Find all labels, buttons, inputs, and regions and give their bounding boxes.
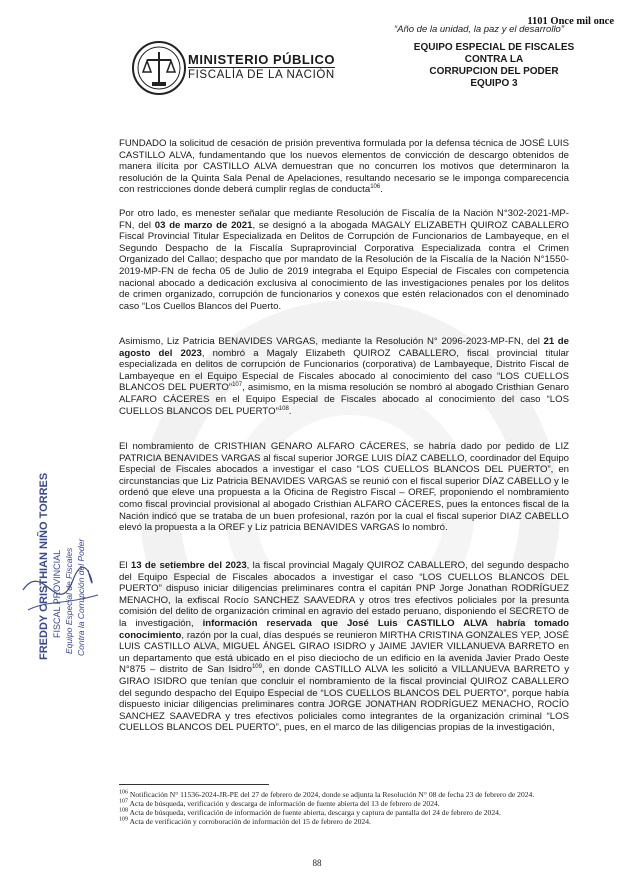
year-motto: “Año de la unidad, la paz y el desarrollo” <box>393 24 564 35</box>
team-line-2: CORRUPCION DEL PODER <box>429 66 559 77</box>
p3-text-b: , nombró a Magaly Elizabeth QUIROZ CABALLERO, fiscal provincial titular especializada en delitos de corrupción de Funcionarios (corporativa) de Lambayeque, Distrito Fiscal de Lambayeque en el Equipo Especial de Fiscales abocado al conocimiento del caso “LOS CUELLOS BLANCOS DEL PUERTO” <box>119 347 569 394</box>
p5-text-a: , la fiscal provincial Magaly QUIROZ CABALLERO, del segundo despacho del Equipo Especial de Fiscales abocados a investigar el caso “LOS CUELLOS BLANCOS DEL PUERTO” dispuso iniciar diligencias preliminares contra el capitán PNP Jorge Jonathan RODRÍGUEZ MENACHO, la exfiscal Rocío SANCHEZ SAAVEDRA y otros tres efectivos policiales por la presunta comisión del delito de organización criminal en agravio del estado peruano, disponiendo el SECRETO de la investigación, <box>119 560 569 629</box>
footnote-108 <box>119 808 569 817</box>
stamp-team-2: Contra la Corrupción del Poder <box>76 538 86 656</box>
footnote-num: 106 <box>119 789 128 796</box>
p3-date: 21 de agosto del 2023 <box>119 336 569 359</box>
paragraph-2 <box>119 208 569 312</box>
footnote-num: 107 <box>119 798 128 805</box>
footnote-text: Acta de búsqueda, verificación y descarga de información de fuente abierta del 13 de febrero de 2024. <box>128 799 440 808</box>
fiscal-stamp <box>18 472 108 660</box>
footnotes <box>119 790 569 826</box>
ministry-name: MINISTERIO PÚBLICO <box>188 52 335 67</box>
p1-text: FUNDADO la solicitud de cesación de prisión preventiva formulada por la defensa técnica de JOSÉ LUIS CASTILLO ALVA, fundamentando que los nuevos elementos de convicción de descargo obtenidos de manera ilícita por CASTILLO ALVA demuestran que no concurren los motivos que determinaron la resolución de la Quinta Sala Penal de Apelaciones, resultando necesario se le imponga comparecencia con restricciones donde deberá cumplir reglas de conducta <box>119 138 569 196</box>
stamp-title: FISCAL PROVINCIAL <box>52 549 62 638</box>
footnote-separator <box>119 784 269 785</box>
footnote-106 <box>119 790 569 799</box>
p4-text: El nombramiento de CRISTHIAN GENARO ALFARO CÁCERES, se habría dado por pedido de LIZ PATRICIA BENAVIDES VARGAS al fiscal superior JORGE LUIS DÍAZ CABELLO, coordinador del Equipo Especial de Fiscales abocados a investigar el caso “LOS CUELLOS BLANCOS DEL PUERTO”, en circunstancias que Liz Patricia BENAVIDES VARGAS se reunió con el fiscal superior DÍAZ CABELLO y le ordenó que eleve una propuesta a la Oficina de Registro Fiscal – OREF, proponiendo el nombramiento como fiscal provincial provisional al abogado Cristhian ALFARO CÁCERES, pues la entonces fiscal de la Nación indicó que se trataba de un buen profesional, razón por la cual el fiscal superior DIAZ CABELLO elevó la propuesta a la OREF y Liz patricia BENAVIDES VARGAS lo nombró. <box>119 441 569 534</box>
footnote-ref: 106 <box>370 184 381 191</box>
stamp-team: Equipo Especial de Fiscales <box>64 547 74 654</box>
p5-text-b: , razón por la cual, días después se reunieron MIRTHA CRISTINA GONZALES YEP, JOSÉ LUIS CASTILLO ALVA, MIGUEL ÁNGEL GIRAO ISIDRO y JAIME JAVIER VILLANUEVA BARRETO en un departamento que está ubicado en el piso dieciocho de un edificio en la avenida Javier Prado Oeste N°875 – distrito de San Isidro <box>119 629 569 676</box>
p3-text-c: , asimismo, en la misma resolución se nombró al abogado Cristhian Genaro ALFARO CÁCERES en el Equipo Especial de Fiscales abocado al conocimiento del caso “LOS CUELLOS BLANCOS DEL PUERTO” <box>119 382 569 417</box>
p2-text-a: Por otro lado, es menester señalar que mediante Resolución de Fiscalía de la Nación N°302-2021-MP-FN, del <box>119 208 569 231</box>
footnote-ref: 108 <box>278 405 289 412</box>
footnote-ref: 107 <box>232 382 243 389</box>
footnote-109 <box>119 817 569 826</box>
p2-date: 03 de marzo de 2021 <box>154 219 253 231</box>
paragraph-3: Asimismo, Liz Patricia BENAVIDES VARGAS, mediante la Resolución N° 2096-2023-MP-FN, del 21 de agosto del 2023, nombró a Magaly Elizabeth QUIROZ CABALLERO, fiscal provincial titular especializada en delitos de corrupción de Funcionarios (corporativa) de Lambayeque, Distrito Fiscal de Lambayeque en el Equipo Especial de Fiscales abocado al conocimiento del caso “LOS CUELLOS BLANCOS DEL PUERTO”$^{107}$, asimismo, en la misma resolución se nombró al abogado Cristhian Genaro ALFARO CÁCERES en el Equipo Especial de Fiscales abocado al conocimiento del caso “LOS CUELLOS BLANCOS DEL PUERTO”$^{108}$. <box>119 336 569 417</box>
team-line-1: EQUIPO ESPECIAL DE FISCALES CONTRA LA <box>413 42 575 65</box>
p5-date: 13 de setiembre del 2023 <box>130 560 247 571</box>
folio-number: 1101 Once mil once <box>527 16 614 27</box>
footnote-num: 109 <box>119 816 128 823</box>
team-heading <box>394 42 594 90</box>
footnote-text: Acta de búsqueda, verificación de información de fuente abierta, descarga y captura de pantalla del 24 de febrero de 2024. <box>128 808 501 817</box>
page-number: 88 <box>312 858 322 868</box>
footnote-text: Acta de verificación y corroboración de información del 15 de febrero de 2024. <box>128 817 371 826</box>
footnote-text: Notificación N° 11536-2024-JR-PE del 27 de febrero de 2024, donde se adjunta la Resolución N° 08 de fecha 23 de febrero de 2024. <box>128 790 535 799</box>
p5-text-c: , en donde CASTILLO ALVA les solicitó a VILLANUEVA BARRETO y GIRAO ISIDRO que tenían que concluir el nombramiento de la fiscal provincial QUIROZ CABALLERO del segundo despacho del Equipo Especial de “LOS CUELLOS BLANCOS DEL PUERTO”, porque había dispuesto iniciar diligencias preliminares contra JORGE JONATHAN RODRÍGUEZ MENACHO, ROCÍO SANCHEZ SAAVEDRA y tres efectivos policiales como integrantes de la organización criminal “LOS CUELLOS BLANCOS DEL PUERTO”, pues, en el marco de las diligencias propias de la investigación, <box>119 664 569 734</box>
footnote-ref: 109 <box>251 664 262 671</box>
paragraph-1: FUNDADO la solicitud de cesación de prisión preventiva formulada por la defensa técnica de JOSÉ LUIS CASTILLO ALVA, fundamentando que los nuevos elementos de convicción de descargo obtenidos de manera ilícita por CASTILLO ALVA demuestran que no concurren los motivos que determinaron la resolución de la Quinta Sala Penal de Apelaciones, resultando necesario se le imponga comparecencia con restricciones donde deberá cumplir reglas de conducta$^{106}$. <box>119 138 569 196</box>
p3-text-a: Asimismo, Liz Patricia BENAVIDES VARGAS, mediante la Resolución N° 2096-2023-MP-FN, del <box>119 336 544 347</box>
paragraph-4 <box>119 441 569 534</box>
p2-text-b: , se designó a la abogada MAGALY ELIZABETH QUIROZ CABALLERO Fiscal Provincial Titular Especializada en Delitos de Corrupción de Funcionarios de Lambayeque, en el Segundo Despacho de la Fiscalía Supraprovincial Corporativa Especializada contra el Crimen Organizado del Callao; despacho que por mandato de la Resolución de la Fiscalía de la Nación N°1550-2019-MP-FN de fecha 05 de Julio de 2019 integraba el Equipo Especial de Fiscales con competencia nacional abocado a dedicación exclusiva al conocimiento de las investigaciones penales por los delitos de crimen organizado, corrupción de funcionarios y conexos que estén relacionados con el denominado caso “Los Cuellos Blancos del Puerto. <box>119 219 569 312</box>
footnote-107 <box>119 799 569 808</box>
p5-text-pre: El <box>119 560 131 571</box>
paragraph-5 <box>119 560 569 734</box>
footnote-num: 108 <box>119 807 128 814</box>
signature-scribble <box>18 550 108 640</box>
team-line-3: EQUIPO 3 <box>470 78 518 89</box>
stamp-name: FREDDY CRISTHIAN NIÑO TORRES <box>38 472 50 660</box>
fiscalia-name: FISCALÍA DE LA NACIÓN <box>188 69 335 81</box>
p5-bold: información reservada que José Luis CASTILLO ALVA habría tomado conocimiento <box>119 617 569 641</box>
